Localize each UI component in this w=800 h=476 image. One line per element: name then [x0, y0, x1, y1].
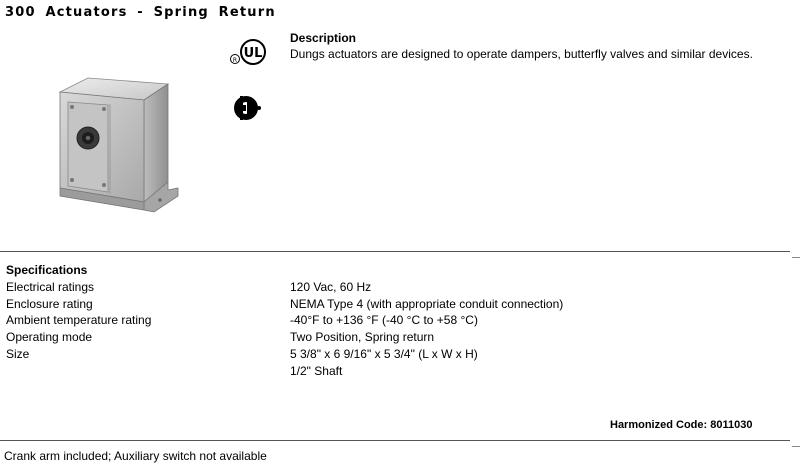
spec-label: Size: [6, 347, 30, 361]
svg-text:R: R: [232, 57, 238, 64]
spec-value: Two Position, Spring return: [290, 330, 435, 344]
actuator-product-image: [50, 70, 180, 220]
description-heading: Description: [290, 31, 357, 45]
spec-row: [6, 313, 706, 330]
spec-label: Ambient temperature rating: [6, 313, 152, 327]
edge-mark: [792, 257, 800, 258]
spec-value: -40°F to +136 °F (-40 °C to +58 °C): [290, 313, 478, 327]
spec-row: [6, 297, 706, 314]
spec-label: Enclosure rating: [6, 297, 93, 311]
specifications-heading: Specifications: [6, 263, 88, 277]
spec-row: [6, 347, 706, 364]
spec-label: Operating mode: [6, 330, 93, 344]
section-divider-bottom: [0, 440, 790, 441]
spec-row: [6, 364, 706, 381]
edge-mark: [792, 446, 800, 447]
svg-text:UL: UL: [243, 46, 263, 61]
section-divider-top: [0, 251, 790, 252]
ul-listed-mark-icon: [228, 38, 270, 68]
spec-row: [6, 280, 706, 297]
spec-value: 1/2" Shaft: [290, 364, 343, 378]
spec-value: 120 Vac, 60 Hz: [290, 280, 372, 294]
spec-label: Electrical ratings: [6, 280, 95, 294]
spec-value: NEMA Type 4 (with appropriate conduit connection): [290, 297, 564, 311]
harmonized-code: Harmonized Code: 8011030: [610, 419, 753, 431]
spec-value: 5 3/8" x 6 9/16" x 5 3/4" (L x W x H): [290, 347, 478, 361]
csa-mark-icon: [232, 93, 262, 123]
description-text: Dungs actuators are designed to operate dampers, butterfly valves and similar devices.: [290, 47, 753, 61]
spec-row: [6, 330, 706, 347]
page-title: 300 Actuators - Spring Return: [5, 5, 276, 20]
footer-note: Crank arm included; Auxiliary switch not available: [4, 449, 267, 463]
